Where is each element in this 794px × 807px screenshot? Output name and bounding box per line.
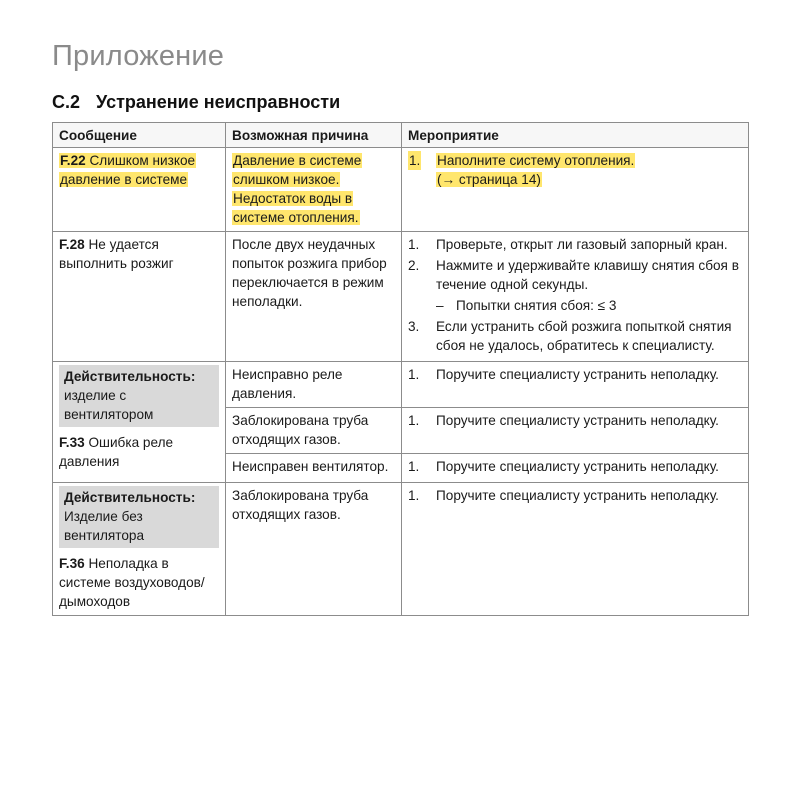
validity-text: изделие с вентилятором [64, 388, 154, 422]
validity-label: Действительность: [64, 490, 196, 505]
troubleshooting-table [52, 122, 749, 616]
step-number: 1. [408, 367, 420, 382]
f28-message: Не удается выполнить розжиг [59, 237, 174, 271]
header-action: Мероприятие [402, 123, 749, 148]
f22-cause-cell [226, 148, 402, 232]
f33-cause-1: Неисправно реле давления. [226, 362, 402, 408]
table-header-row [53, 123, 749, 148]
step-text: Поручите специалисту устранить неполадку. [436, 459, 719, 474]
header-message: Сообщение [53, 123, 226, 148]
f22-code: F.22 [60, 153, 86, 168]
f33-action-3 [402, 454, 749, 483]
f28-action-cell [402, 232, 749, 362]
subsection-heading [52, 92, 340, 113]
step-text: Проверьте, открыт ли газовый запорный кран. [436, 237, 728, 252]
f36-message-cell [53, 483, 226, 616]
f22-action-cell [402, 148, 749, 232]
f28-sub-item [408, 296, 742, 315]
step-number: 1. [408, 488, 420, 503]
sub-item-text: Попытки снятия сбоя: ≤ 3 [456, 298, 617, 313]
step-number: 1. [408, 237, 420, 252]
f28-cause-cell: После двух неудачных попыток розжига прибор переключается в режим неполадки. [226, 232, 402, 362]
f33-action-2 [402, 408, 749, 454]
step-text: Поручите специалисту устранить неполадку. [436, 488, 719, 503]
f36-steps [408, 486, 742, 505]
f36-validity-box [59, 486, 219, 548]
step-text: Если устранить сбой розжига попыткой снятия сбоя не удалось, обратитесь к специалисту. [436, 319, 732, 353]
header-cause: Возможная причина [226, 123, 402, 148]
f36-cause: Заблокирована труба отходящих газов. [226, 483, 402, 616]
section-title: Приложение [52, 40, 225, 72]
list-item [408, 457, 742, 476]
list-item [408, 411, 742, 430]
f22-message: Слишком низкое давление в системе [60, 153, 196, 187]
f22-steps [408, 151, 742, 189]
f28-steps-cont [408, 317, 742, 355]
f36-action [402, 483, 749, 616]
f33-steps-2 [408, 411, 742, 430]
list-item [408, 151, 742, 189]
list-item [408, 256, 742, 294]
validity-label: Действительность: [64, 369, 196, 384]
page-reference: (→ страница 14) [437, 172, 541, 187]
step-number: 2. [408, 258, 420, 273]
step-number: 1. [408, 413, 420, 428]
f22-highlight [59, 153, 196, 187]
table-row-f33 [53, 362, 749, 408]
list-item [408, 486, 742, 505]
step-number: 1. [409, 153, 421, 168]
f36-code: F.36 [59, 556, 85, 571]
f28-code: F.28 [59, 237, 85, 252]
f33-code: F.33 [59, 435, 85, 450]
table-row-f36 [53, 483, 749, 616]
f28-steps [408, 235, 742, 294]
step-text: Поручите специалисту устранить неполадку. [436, 367, 719, 382]
f22-message-cell [53, 148, 226, 232]
step-text: Наполните систему отопления. [437, 153, 635, 168]
f36-message: Неполадка в системе воздуховодов/дымоходов [59, 556, 205, 609]
f33-cause-3: Неисправен вентилятор. [226, 454, 402, 483]
validity-text: Изделие без вентилятора [64, 509, 145, 543]
list-item [408, 317, 742, 355]
step-number: 3. [408, 319, 420, 334]
subsection-title: Устранение неисправности [96, 92, 341, 112]
f33-steps-1 [408, 365, 742, 384]
f33-steps-3 [408, 457, 742, 476]
dash-bullet: – [436, 298, 444, 313]
list-item [408, 365, 742, 384]
f33-message-cell [53, 362, 226, 483]
table-row-f22 [53, 148, 749, 232]
f33-validity-box [59, 365, 219, 427]
step-text: Нажмите и удерживайте клавишу снятия сбоя в течение одной секунды. [436, 258, 739, 292]
step-number: 1. [408, 459, 420, 474]
list-item [408, 235, 742, 254]
f33-action-1 [402, 362, 749, 408]
subsection-number: C.2 [52, 92, 81, 112]
f33-cause-2: Заблокирована труба отходящих газов. [226, 408, 402, 454]
table-row-f28 [53, 232, 749, 362]
f33-message: Ошибка реле давления [59, 435, 174, 469]
f22-cause: Давление в системе слишком низкое. Недостаток воды в системе отопления. [233, 153, 362, 225]
step-text: Поручите специалисту устранить неполадку. [436, 413, 719, 428]
f28-message-cell [53, 232, 226, 362]
